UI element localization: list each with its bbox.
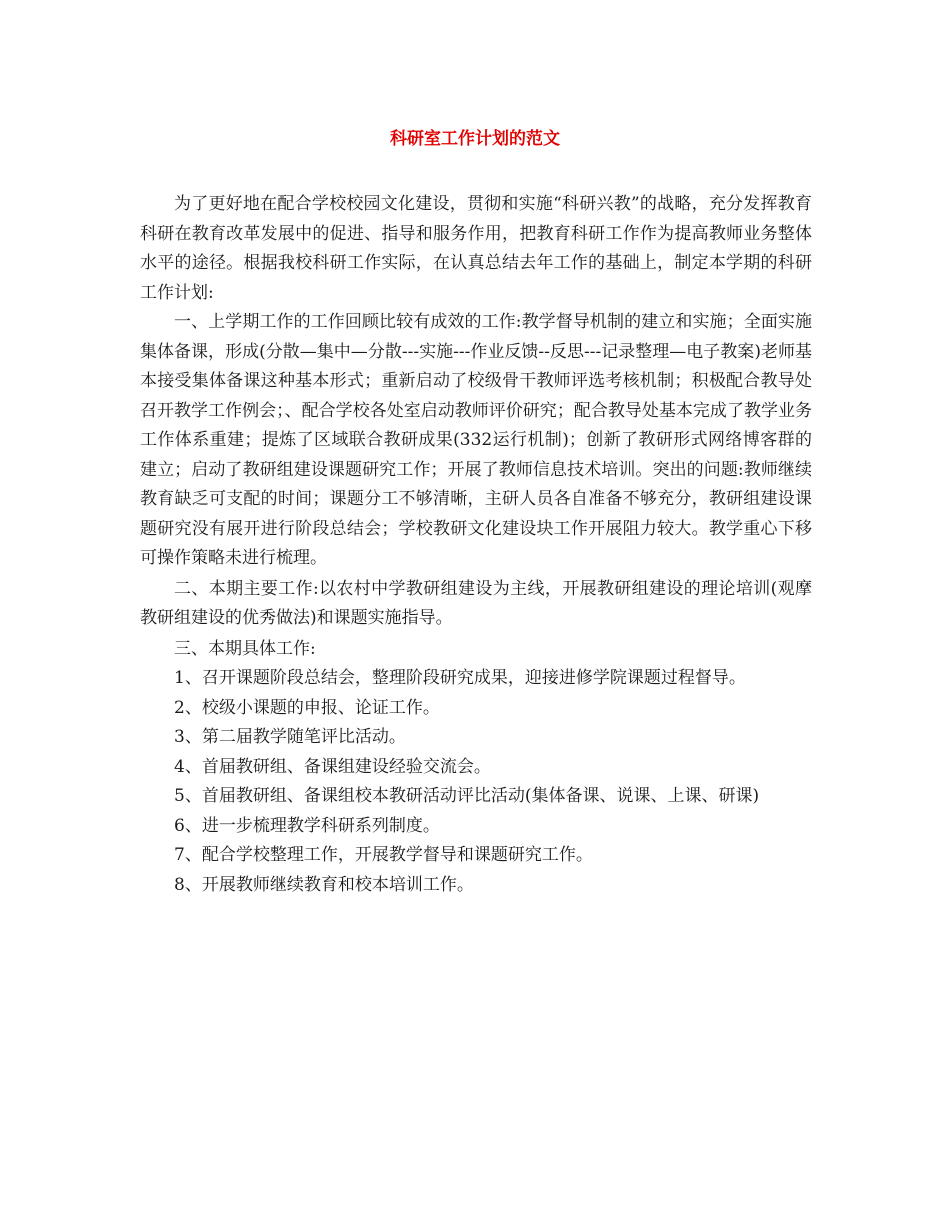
list-item-3: 3、第二届教学随笔评比活动。 <box>174 727 406 747</box>
list-item-8: 8、开展教师继续教育和校本培训工作。 <box>174 874 474 895</box>
section-3-heading: 三、本期具体工作: <box>174 638 316 659</box>
document-title: 科研室工作计划的范文 <box>390 129 560 149</box>
list-item-6: 6、进一步梳理教学科研系列制度。 <box>174 815 440 836</box>
intro-paragraph: 为了更好地在配合学校校园文化建设，贯彻和实施“科研兴教”的战略，充分发挥教育科研在教育改革发展中的促进、指导和服务作用，把教育科研工作作为提高教师业务整体水平的途径。根据我校科研工作实际，在认真总结去年工作的基础上，制定本学期的科研工作计划: <box>140 194 812 303</box>
list-item-7: 7、配合学校整理工作，开展教学督导和课题研究工作。 <box>174 845 593 865</box>
list-item-1: 1、召开课题阶段总结会，整理阶段研究成果，迎接进修学院课题过程督导。 <box>174 668 746 688</box>
section-2-paragraph: 二、本期主要工作:以农村中学教研组建设为主线，开展教研组建设的理论培训(观摩教研组建设的优秀做法)和课题实施指导。 <box>140 578 812 628</box>
list-item-2: 2、校级小课题的申报、论证工作。 <box>174 697 440 718</box>
list-item-4: 4、首届教研组、备课组建设经验交流会。 <box>174 756 491 777</box>
list-item-5: 5、首届教研组、备课组校本教研活动评比活动(集体备课、说课、上课、研课) <box>174 786 760 806</box>
document-body <box>140 190 812 900</box>
section-1-paragraph: 一、上学期工作的工作回顾比较有成效的工作:教学督导机制的建立和实施；全面实施集体备课，形成(分散—集中—分散---实施---作业反馈--反思---记录整理—电子教案)老师基本接受集体备课这种基本形式；重新启动了校级骨干教师评选考核机制；积极配合教导处召开教学工作例会；、配合学校各处室启动教师评价研究；配合教导处基本完成了教学业务工作体系重建；提炼了区域联合教研成果(332运行机制)；创新了教研形式网络博客群的建立；启动了教研组建设课题研究工作；开展了教师信息技术培训。突出的问题:教师继续教育缺乏可支配的时间；课题分工不够清晰，主研人员各自准备不够充分，教研组建设课题研究没有展开进行阶段总结会；学校教研文化建设块工作开展阻力较大。教学重心下移可操作策略未进行梳理。 <box>140 312 812 568</box>
